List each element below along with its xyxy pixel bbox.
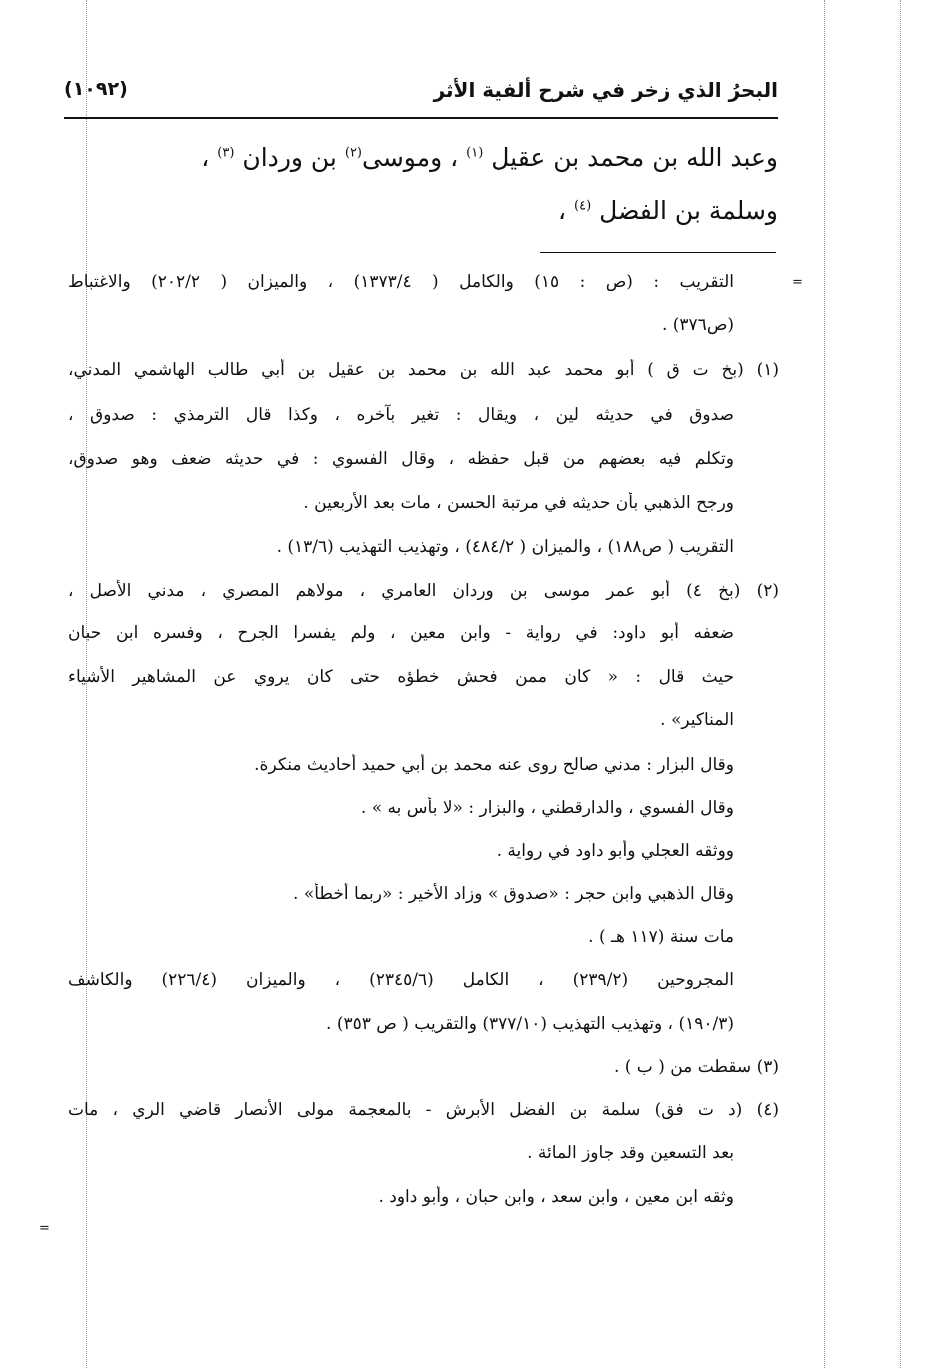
footnote-1-line: التقريب ( ص١٨٨) ، والميزان ( ٤٨٤/٢) ، وتهذيب التهذيب (١٣/٦) . (276, 537, 734, 557)
footnote-2-line: (١٩٠/٣) ، وتهذيب التهذيب (٣٧٧/١٠) والتقريب ( ص ٣٥٣) . (326, 1014, 734, 1034)
footnote-2-line: ووثقه العجلي وأبو داود في رواية . (496, 841, 734, 861)
body-text: ، (558, 196, 567, 225)
page-number: (١٠٩٢) (64, 78, 128, 100)
footnote-4: (٤) (د ت فق) سلمة بن الفضل الأبرش - بالمعجمة مولى الأنصار قاضي الري ، مات (68, 1100, 779, 1120)
body-text: وسلمة بن الفضل (599, 196, 778, 225)
footnote-2-line: مات سنة (١١٧ هـ ) . (588, 927, 734, 947)
footnote-continuation-line: التقريب : (ص : ١٥) والكامل ( ١٣٧٣/٤) ، والميزان ( ٢٠٢/٢) والاغتباط (68, 272, 734, 292)
footnote-2-line: المناكير» . (660, 710, 734, 730)
footnote-2-line: حيث قال : « كان ممن فحش خطؤه حتى كان يروي عن المشاهير الأشياء (68, 667, 734, 687)
footnote-ref-4[interactable]: (٤) (574, 198, 592, 214)
footnote-ref-1[interactable]: (١) (466, 145, 484, 161)
footnote-2-line: وقال البزار : مدني صالح روى عنه محمد بن أبي حميد أحاديث منكرة. (254, 755, 734, 775)
footnote-continuation-line: (ص٣٧٦) . (661, 315, 734, 335)
footnote-2: (٢) (بخ ٤) أبو عمر موسى بن وردان العامري ، مولاهم المصري ، مدني الأصل ، (68, 581, 779, 601)
margin-mark-top: = (792, 275, 803, 290)
footnote-2-line: وقال الذهبي وابن حجر : «صدوق » وزاد الأخير : «ربما أخطأ» . (293, 884, 734, 904)
margin-mark-bottom: = (39, 1221, 50, 1236)
body-text: بن وردان (242, 143, 337, 172)
footnote-1-line: وتكلم فيه بعضهم من قبل حفظه ، وقال الفسوي : في حديثه ضعف وهو صدوق، (68, 449, 734, 469)
footnote-2-line: وقال الفسوي ، والدارقطني ، والبزار : «لا بأس به » . (360, 798, 734, 818)
footnote-1-line: ورجح الذهبي بأن حديثه في مرتبة الحسن ، مات بعد الأربعين . (303, 493, 734, 513)
body-text: ، وموسى (362, 143, 459, 172)
footnote-1: (١) (بخ ت ق ) أبو محمد عبد الله بن محمد بن عقيل بن أبي طالب الهاشمي المدني، (68, 360, 779, 380)
footnote-3: (٣) سقطت من ( ب ) . (613, 1057, 779, 1077)
footnote-4-line: بعد التسعين وقد جاوز المائة . (527, 1143, 734, 1163)
footnote-2-line: المجروحين (٢٣٩/٢) ، الكامل (٢٣٤٥/٦) ، والميزان (٢٢٦/٤) والكاشف (68, 970, 734, 990)
body-text: ، (201, 143, 210, 172)
body-text: وعبد الله بن محمد بن عقيل (491, 143, 778, 172)
footnote-1-line: صدوق في حديثه لين ، ويقال : تغير بآخره ، وكذا قال الترمذي : صدوق ، (68, 405, 734, 425)
footnote-4-line: وثقه ابن معين ، وابن سعد ، وابن حبان ، وأبو داود . (378, 1187, 734, 1207)
footnote-ref-3[interactable]: (٣) (217, 145, 235, 161)
book-title: البحرُ الذي زخر في شرح ألفية الأثر (433, 78, 778, 102)
footnote-2-line: ضعفه أبو داود: في رواية - وابن معين ، ولم يفسرا الجرح ، وفسره ابن حبان (68, 623, 734, 643)
footnote-ref-2[interactable]: (٢) (344, 145, 362, 161)
